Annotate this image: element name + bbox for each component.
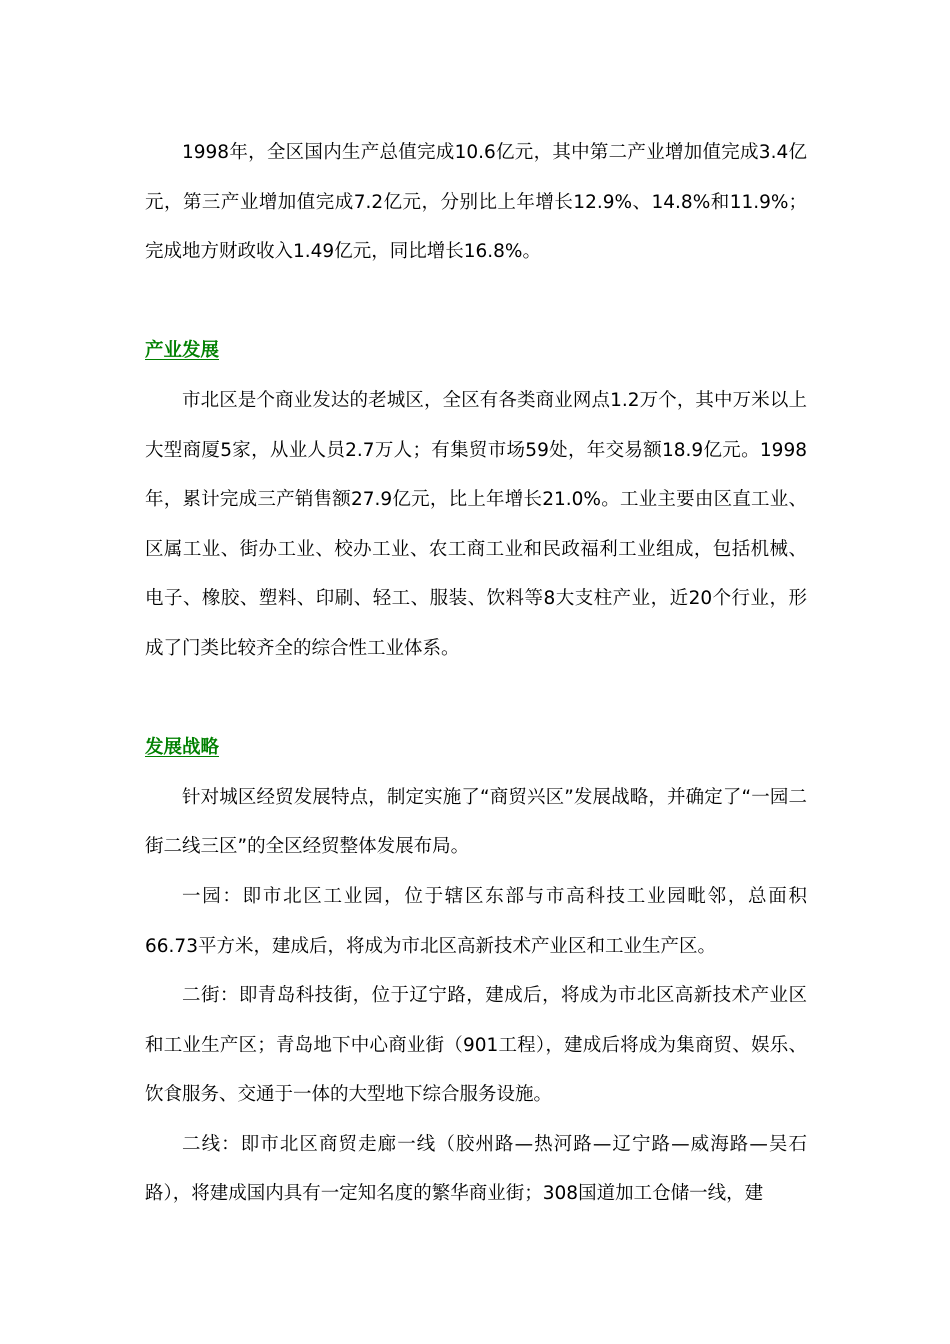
- spacer: [145, 277, 807, 327]
- intro-paragraph: 1998年，全区国内生产总值完成10.6亿元，其中第二产业增加值完成3.4亿元，第三产业增加值完成7.2亿元，分别比上年增长12.9%、14.8%和11.9%；完成地方财政收入1.49亿元，同比增长16.8%。: [145, 142, 807, 263]
- section-heading-strategy[interactable]: 发展战略: [145, 737, 220, 759]
- document-page: [145, 128, 807, 1219]
- industry-paragraph: 市北区是个商业发达的老城区，全区有各类商业网点1.2万个，其中万米以上大型商厦5家，从业人员2.7万人；有集贸市场59处，年交易额18.9亿元。1998年，累计完成三产销售额27.9亿元，比上年增长21.0%。工业主要由区直工业、区属工业、街办工业、校办工业、农工商工业和民政福利工业组成，包括机械、电子、橡胶、塑料、印刷、轻工、服装、饮料等8大支柱产业，近20个行业，形成了门类比较齐全的综合性工业体系。: [145, 389, 807, 659]
- strategy-paragraph-streets: 二街：即青岛科技街，位于辽宁路，建成后，将成为市北区高新技术产业区和工业生产区；青岛地下中心商业街（901工程），建成后将成为集商贸、娱乐、饮食服务、交通于一体的大型地下综合服务设施。: [145, 985, 807, 1106]
- strategy-paragraph-lines: 二线：即市北区商贸走廊一线（胶州路—热河路—辽宁路—威海路—吴石路），将建成国内具有一定知名度的繁华商业街；308国道加工仓储一线，建: [145, 1133, 807, 1205]
- section-heading-industry[interactable]: 产业发展: [145, 340, 220, 362]
- strategy-paragraph-park: 一园：即市北区工业园，位于辖区东部与市高科技工业园毗邻，总面积66.73平方米，建成后，将成为市北区高新技术产业区和工业生产区。: [145, 885, 807, 957]
- strategy-paragraph-overview: 针对城区经贸发展特点，制定实施了“商贸兴区”发展战略，并确定了“一园二街二线三区”的全区经贸整体发展布局。: [145, 786, 807, 858]
- spacer: [145, 674, 807, 724]
